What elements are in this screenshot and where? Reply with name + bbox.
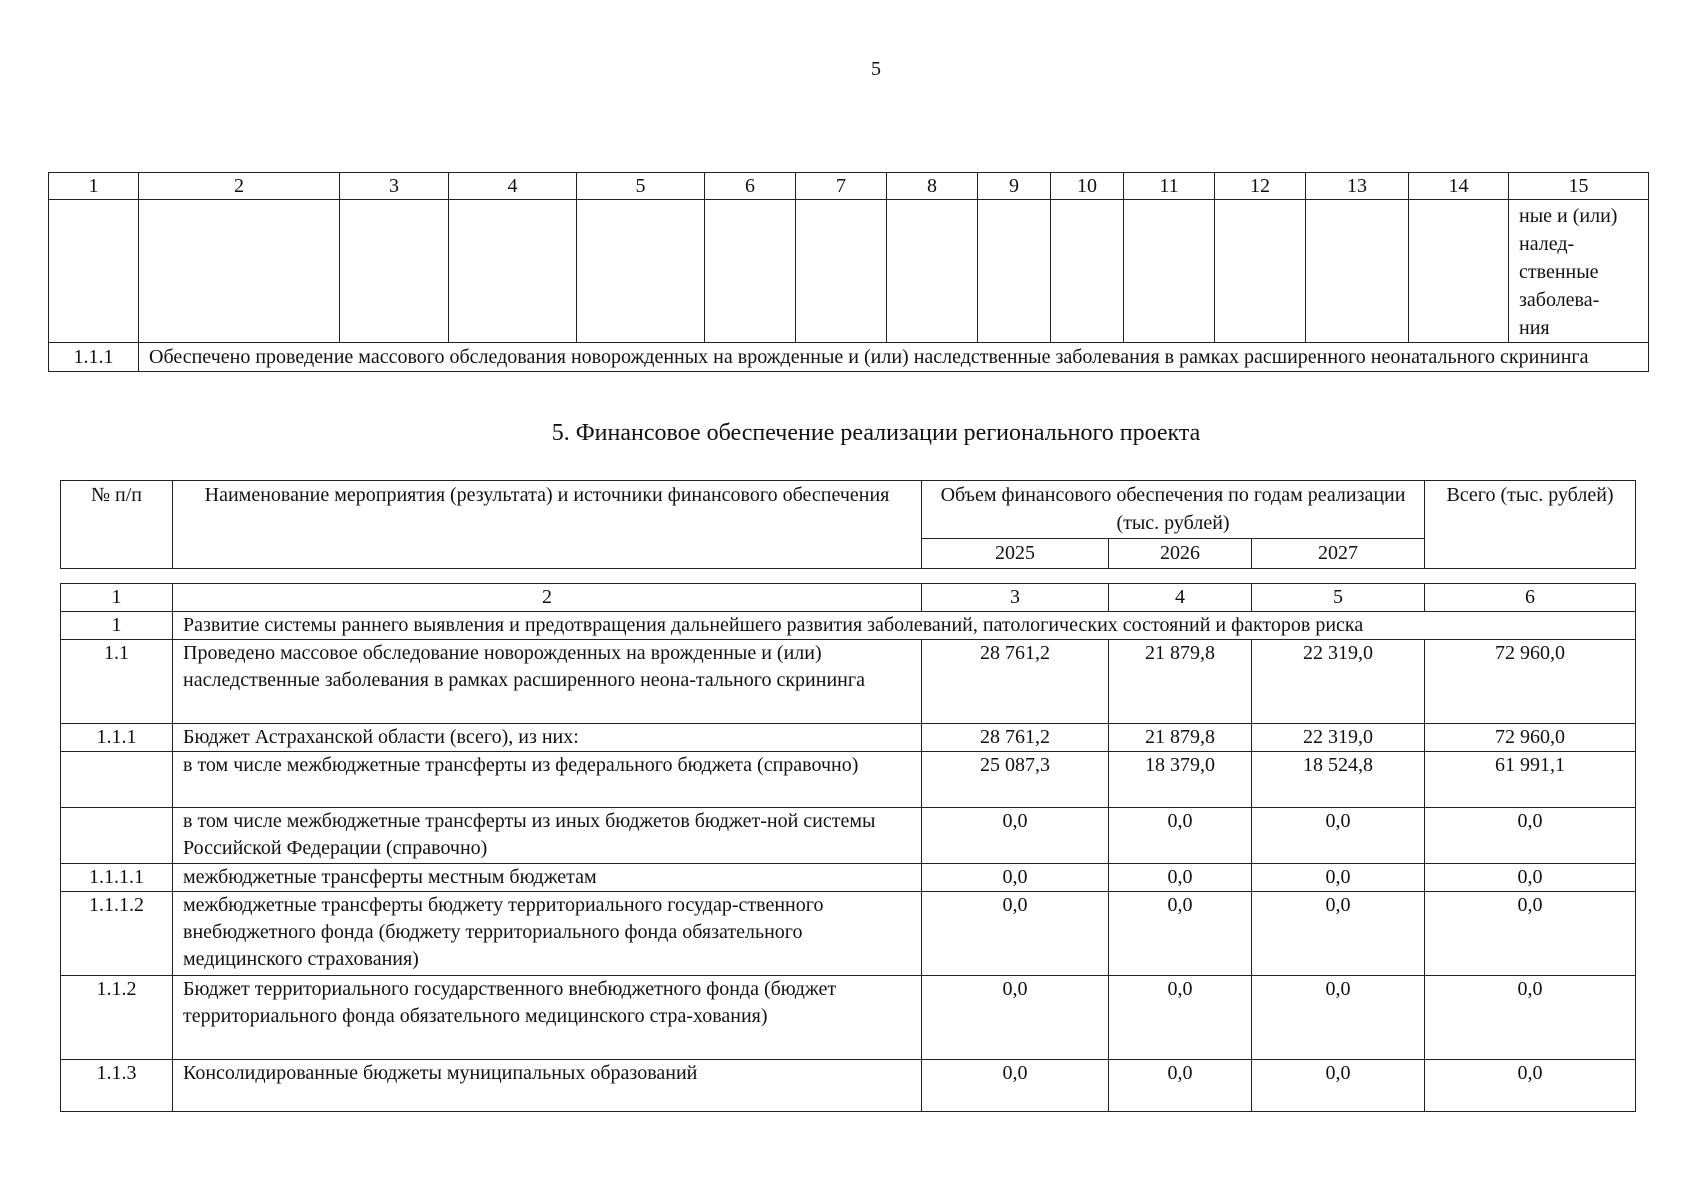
value-2025: 0,0 [922, 976, 1109, 1060]
year-header: 2026 [1109, 539, 1252, 569]
number-column-header: № п/п [61, 481, 173, 569]
row-number [61, 752, 173, 808]
value-2027: 22 319,0 [1252, 724, 1425, 752]
column-number: 10 [1051, 173, 1124, 200]
carried-text-line: ственные [1519, 261, 1599, 283]
finance-table [60, 583, 1636, 1112]
value-2027: 0,0 [1252, 864, 1425, 892]
empty-cell [1051, 200, 1124, 343]
column-number: 11 [1124, 173, 1215, 200]
row-name: в том числе межбюджетные трансферты из иных бюджетов бюджет-ной системы Российской Федерации (справочно) [173, 808, 922, 864]
value-2026: 18 379,0 [1109, 752, 1252, 808]
row-number: 1.1.1.1 [61, 864, 173, 892]
section-title: 5. Финансовое обеспечение реализации регионального проекта [551, 420, 1201, 446]
value-2027: 0,0 [1252, 976, 1425, 1060]
value-2026: 0,0 [1109, 1060, 1252, 1112]
column-number: 5 [1252, 584, 1425, 612]
table-row [61, 976, 1636, 1060]
value-2026: 0,0 [1109, 976, 1252, 1060]
empty-cell [49, 200, 139, 343]
column-number: 14 [1409, 173, 1509, 200]
empty-cell [1306, 200, 1409, 343]
row-text: Развитие системы раннего выявления и предотвращения дальнейшего развития заболеваний, патологических состояний и факторов риска [173, 612, 1636, 640]
row-name: Консолидированные бюджеты муниципальных образований [173, 1060, 922, 1112]
value-2025: 0,0 [922, 864, 1109, 892]
value-2026: 21 879,8 [1109, 724, 1252, 752]
empty-cell [1409, 200, 1509, 343]
empty-cell [139, 200, 340, 343]
empty-cell [449, 200, 577, 343]
column-number-row [61, 584, 1636, 612]
empty-cell [796, 200, 887, 343]
table-row [61, 640, 1636, 724]
value-2025: 28 761,2 [922, 640, 1109, 724]
column-number-row [49, 173, 1649, 200]
value-total: 0,0 [1425, 976, 1636, 1060]
carried-text-line: ния [1519, 317, 1550, 339]
column-number: 9 [978, 173, 1051, 200]
column-number: 4 [449, 173, 577, 200]
value-2025: 25 087,3 [922, 752, 1109, 808]
table-row [61, 1060, 1636, 1112]
row-number: 1.1.1 [61, 724, 173, 752]
row-name: Бюджет Астраханской области (всего), из них: [173, 724, 922, 752]
row-name: Проведено массовое обследование новорожденных на врожденные и (или) наследственные заболевания в рамках расширенного неона-тального скрининга [173, 640, 922, 724]
empty-cell [978, 200, 1051, 343]
total-column-header: Всего (тыс. рублей) [1425, 481, 1636, 569]
section-row [61, 612, 1636, 640]
value-2027: 0,0 [1252, 808, 1425, 864]
table-row [61, 892, 1636, 976]
column-number: 7 [796, 173, 887, 200]
empty-cell [1124, 200, 1215, 343]
empty-cell [705, 200, 796, 343]
empty-cell [577, 200, 705, 343]
table-row [61, 752, 1636, 808]
page-number: 5 [871, 58, 881, 80]
column-number: 3 [340, 173, 449, 200]
name-column-header: Наименование мероприятия (результата) и источники финансового обеспечения [173, 481, 922, 569]
row-number: 1.1 [61, 640, 173, 724]
carried-text-cell [1509, 200, 1649, 343]
value-2025: 0,0 [922, 1060, 1109, 1112]
carried-text-line: налед- [1519, 233, 1575, 255]
value-total: 0,0 [1425, 892, 1636, 976]
column-number: 13 [1306, 173, 1409, 200]
row-name: межбюджетные трансферты местным бюджетам [173, 864, 922, 892]
column-number: 15 [1509, 173, 1649, 200]
column-number: 4 [1109, 584, 1252, 612]
empty-cell [340, 200, 449, 343]
empty-cell [1215, 200, 1306, 343]
value-total: 72 960,0 [1425, 724, 1636, 752]
column-number: 1 [49, 173, 139, 200]
value-2026: 21 879,8 [1109, 640, 1252, 724]
row-number: 1 [61, 612, 173, 640]
year-header: 2027 [1252, 539, 1425, 569]
table-row [61, 808, 1636, 864]
continuation-table [48, 172, 1649, 372]
row-number: 1.1.2 [61, 976, 173, 1060]
column-number: 12 [1215, 173, 1306, 200]
carried-text-line: заболева- [1519, 289, 1600, 311]
column-number: 2 [173, 584, 922, 612]
years-group-header: Объем финансового обеспечения по годам реализации (тыс. рублей) [922, 481, 1425, 539]
year-header: 2025 [922, 539, 1109, 569]
row-number: 1.1.1 [49, 343, 139, 372]
row-name: в том числе межбюджетные трансферты из федерального бюджета (справочно) [173, 752, 922, 808]
row-name: Бюджет территориального государственного внебюджетного фонда (бюджет территориального фонда обязательного медицинского стра-хования) [173, 976, 922, 1060]
value-total: 0,0 [1425, 864, 1636, 892]
column-number: 8 [887, 173, 978, 200]
empty-cell [887, 200, 978, 343]
carried-over-row [49, 200, 1649, 343]
column-number: 6 [1425, 584, 1636, 612]
finance-table-header [60, 480, 1636, 569]
value-total: 0,0 [1425, 808, 1636, 864]
value-2025: 0,0 [922, 808, 1109, 864]
column-number: 2 [139, 173, 340, 200]
carried-text-line: ные и (или) [1519, 205, 1618, 227]
value-2027: 18 524,8 [1252, 752, 1425, 808]
row-number [61, 808, 173, 864]
value-total: 61 991,1 [1425, 752, 1636, 808]
value-total: 0,0 [1425, 1060, 1636, 1112]
row-number: 1.1.1.2 [61, 892, 173, 976]
value-2027: 0,0 [1252, 1060, 1425, 1112]
value-total: 72 960,0 [1425, 640, 1636, 724]
value-2026: 0,0 [1109, 892, 1252, 976]
result-row [49, 343, 1649, 372]
value-2025: 28 761,2 [922, 724, 1109, 752]
row-number: 1.1.3 [61, 1060, 173, 1112]
row-text: Обеспечено проведение массового обследования новорожденных на врожденные и (или) наследственные заболевания в рамках расширенного неонатального скрининга [139, 343, 1649, 372]
value-2026: 0,0 [1109, 808, 1252, 864]
column-number: 5 [577, 173, 705, 200]
table-row [61, 724, 1636, 752]
table-row [61, 864, 1636, 892]
value-2026: 0,0 [1109, 864, 1252, 892]
column-number: 6 [705, 173, 796, 200]
column-number: 3 [922, 584, 1109, 612]
value-2027: 22 319,0 [1252, 640, 1425, 724]
row-name: межбюджетные трансферты бюджету территориального государ-ственного внебюджетного фонда (бюджету территориального фонда обязательного медицинского страхования) [173, 892, 922, 976]
value-2027: 0,0 [1252, 892, 1425, 976]
column-number: 1 [61, 584, 173, 612]
value-2025: 0,0 [922, 892, 1109, 976]
